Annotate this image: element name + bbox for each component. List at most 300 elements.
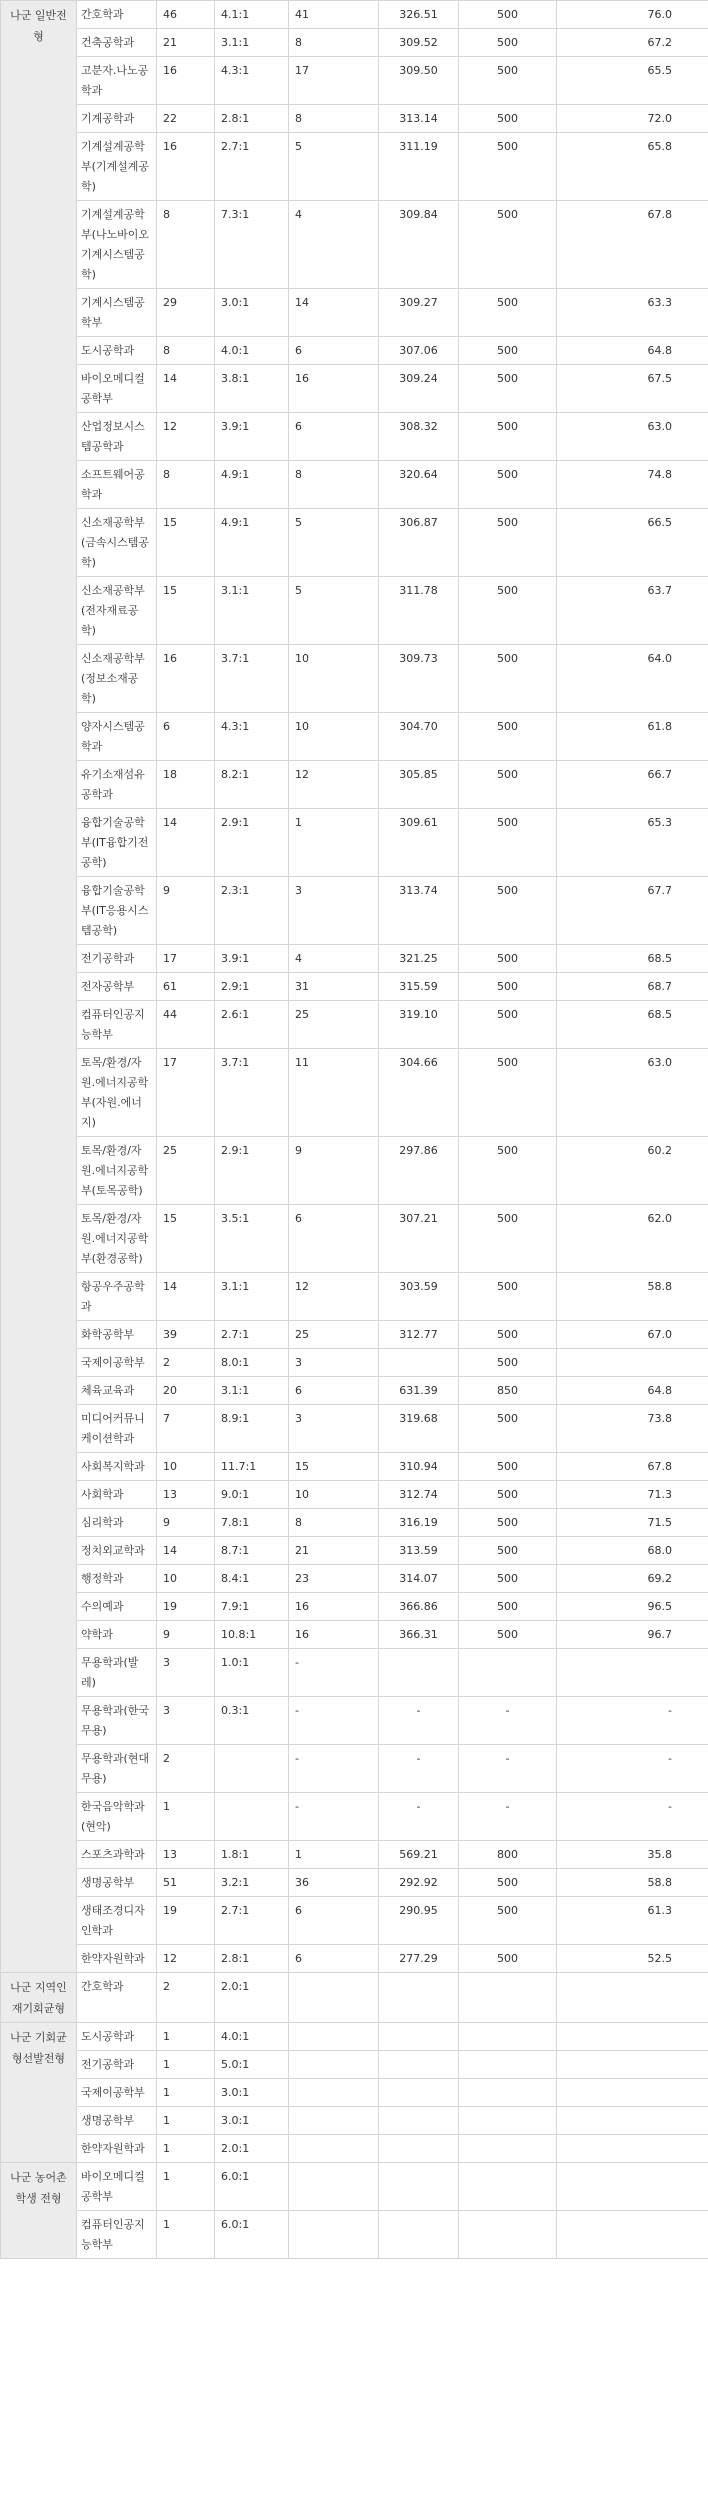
percent-cell: 74.8 — [557, 461, 708, 509]
score-cell: 366.31 — [379, 1621, 459, 1649]
quota-cell: 10 — [157, 1453, 215, 1481]
quota-cell: 1 — [157, 2107, 215, 2135]
department-cell: 유기소재섬유공학과 — [77, 761, 157, 809]
percent-cell: 68.5 — [557, 945, 708, 973]
score-cell: 313.14 — [379, 105, 459, 133]
ratio-cell: 5.0:1 — [215, 2051, 289, 2079]
percent-cell — [557, 1349, 708, 1377]
department-cell: 기계설계공학부(나노바이오기계시스템공학) — [77, 201, 157, 289]
quota-cell: 16 — [157, 57, 215, 105]
extra-cell: 14 — [289, 289, 379, 337]
extra-cell: 9 — [289, 1137, 379, 1205]
ratio-cell: 4.0:1 — [215, 337, 289, 365]
quota-cell: 22 — [157, 105, 215, 133]
score-cell — [379, 2135, 459, 2163]
score-cell: 320.64 — [379, 461, 459, 509]
quota-cell: 14 — [157, 1537, 215, 1565]
extra-cell — [289, 2079, 379, 2107]
score-cell: 307.21 — [379, 1205, 459, 1273]
extra-cell: - — [289, 1745, 379, 1793]
department-cell: 전기공학과 — [77, 2051, 157, 2079]
department-cell: 기계공학과 — [77, 105, 157, 133]
ratio-cell: 3.1:1 — [215, 577, 289, 645]
extra-cell: 10 — [289, 713, 379, 761]
percent-cell: 68.5 — [557, 1001, 708, 1049]
table-row — [1, 809, 708, 877]
ratio-cell: 2.9:1 — [215, 809, 289, 877]
max-score-cell: 500 — [459, 1001, 557, 1049]
extra-cell: 6 — [289, 1897, 379, 1945]
table-row — [1, 2163, 708, 2211]
extra-cell: 4 — [289, 201, 379, 289]
quota-cell: 1 — [157, 2023, 215, 2051]
table-row — [1, 201, 708, 289]
max-score-cell — [459, 2051, 557, 2079]
ratio-cell: 3.0:1 — [215, 2079, 289, 2107]
extra-cell: 41 — [289, 1, 379, 29]
ratio-cell: 2.0:1 — [215, 1973, 289, 2023]
table-row — [1, 1509, 708, 1537]
extra-cell: 16 — [289, 365, 379, 413]
max-score-cell: - — [459, 1793, 557, 1841]
max-score-cell: 500 — [459, 1593, 557, 1621]
quota-cell: 16 — [157, 133, 215, 201]
score-cell: 304.66 — [379, 1049, 459, 1137]
department-cell: 무용학과(현대무용) — [77, 1745, 157, 1793]
extra-cell — [289, 2107, 379, 2135]
quota-cell: 14 — [157, 809, 215, 877]
department-cell: 도시공학과 — [77, 337, 157, 365]
percent-cell: 68.7 — [557, 973, 708, 1001]
table-row — [1, 1453, 708, 1481]
score-cell: 569.21 — [379, 1841, 459, 1869]
department-cell: 융합기술공학부(IT융합기전공학) — [77, 809, 157, 877]
quota-cell: 29 — [157, 289, 215, 337]
ratio-cell: 3.8:1 — [215, 365, 289, 413]
table-row — [1, 2107, 708, 2135]
percent-cell: 65.8 — [557, 133, 708, 201]
table-row — [1, 29, 708, 57]
quota-cell: 1 — [157, 2163, 215, 2211]
percent-cell: 67.5 — [557, 365, 708, 413]
table-row — [1, 1481, 708, 1509]
quota-cell: 14 — [157, 365, 215, 413]
quota-cell: 19 — [157, 1897, 215, 1945]
percent-cell — [557, 2107, 708, 2135]
percent-cell: 66.5 — [557, 509, 708, 577]
table-row — [1, 1869, 708, 1897]
ratio-cell: 3.1:1 — [215, 1273, 289, 1321]
ratio-cell: 3.2:1 — [215, 1869, 289, 1897]
track-name-cell: 나군 농어촌학생 전형 — [1, 2163, 77, 2259]
percent-cell: 62.0 — [557, 1205, 708, 1273]
score-cell: 313.74 — [379, 877, 459, 945]
ratio-cell: 8.2:1 — [215, 761, 289, 809]
ratio-cell: 4.0:1 — [215, 2023, 289, 2051]
extra-cell: 25 — [289, 1001, 379, 1049]
max-score-cell: 500 — [459, 413, 557, 461]
score-cell: 315.59 — [379, 973, 459, 1001]
max-score-cell: 500 — [459, 1205, 557, 1273]
percent-cell: 58.8 — [557, 1869, 708, 1897]
quota-cell: 9 — [157, 1621, 215, 1649]
ratio-cell: 7.8:1 — [215, 1509, 289, 1537]
quota-cell: 20 — [157, 1377, 215, 1405]
score-cell: 319.10 — [379, 1001, 459, 1049]
department-cell: 바이오메디컬공학부 — [77, 365, 157, 413]
department-cell: 양자시스템공학과 — [77, 713, 157, 761]
ratio-cell: 4.9:1 — [215, 509, 289, 577]
percent-cell: 71.3 — [557, 1481, 708, 1509]
quota-cell: 51 — [157, 1869, 215, 1897]
max-score-cell: 500 — [459, 877, 557, 945]
extra-cell: 8 — [289, 29, 379, 57]
ratio-cell: 8.7:1 — [215, 1537, 289, 1565]
quota-cell: 9 — [157, 1509, 215, 1537]
department-cell: 심리학과 — [77, 1509, 157, 1537]
score-cell — [379, 1973, 459, 2023]
ratio-cell: 4.3:1 — [215, 57, 289, 105]
score-cell: 316.19 — [379, 1509, 459, 1537]
table-row — [1, 2051, 708, 2079]
percent-cell: 64.8 — [557, 1377, 708, 1405]
table-row — [1, 1621, 708, 1649]
max-score-cell: 500 — [459, 645, 557, 713]
percent-cell: 35.8 — [557, 1841, 708, 1869]
quota-cell: 1 — [157, 2211, 215, 2259]
department-cell: 한약자원학과 — [77, 1945, 157, 1973]
ratio-cell: 2.3:1 — [215, 877, 289, 945]
extra-cell: 36 — [289, 1869, 379, 1897]
department-cell: 정치외교학과 — [77, 1537, 157, 1565]
extra-cell: 10 — [289, 645, 379, 713]
department-cell: 생명공학부 — [77, 1869, 157, 1897]
quota-cell: 9 — [157, 877, 215, 945]
table-row — [1, 1537, 708, 1565]
score-cell: 307.06 — [379, 337, 459, 365]
max-score-cell: 800 — [459, 1841, 557, 1869]
department-cell: 사회복지학과 — [77, 1453, 157, 1481]
score-cell: 309.24 — [379, 365, 459, 413]
extra-cell: 8 — [289, 461, 379, 509]
max-score-cell: 500 — [459, 809, 557, 877]
ratio-cell: 6.0:1 — [215, 2163, 289, 2211]
percent-cell — [557, 2023, 708, 2051]
max-score-cell: 500 — [459, 1869, 557, 1897]
table-row — [1, 1321, 708, 1349]
ratio-cell: 2.6:1 — [215, 1001, 289, 1049]
table-row — [1, 877, 708, 945]
score-cell: 292.92 — [379, 1869, 459, 1897]
max-score-cell — [459, 2211, 557, 2259]
score-cell: 306.87 — [379, 509, 459, 577]
score-cell: 277.29 — [379, 1945, 459, 1973]
percent-cell: 63.7 — [557, 577, 708, 645]
department-cell: 무용학과(한국무용) — [77, 1697, 157, 1745]
percent-cell: 67.7 — [557, 877, 708, 945]
table-row — [1, 2135, 708, 2163]
department-cell: 신소재공학부(전자재료공학) — [77, 577, 157, 645]
max-score-cell: 500 — [459, 29, 557, 57]
table-row — [1, 1897, 708, 1945]
extra-cell — [289, 2211, 379, 2259]
quota-cell: 15 — [157, 577, 215, 645]
ratio-cell: 3.7:1 — [215, 645, 289, 713]
quota-cell: 3 — [157, 1649, 215, 1697]
percent-cell: 73.8 — [557, 1405, 708, 1453]
ratio-cell: 0.3:1 — [215, 1697, 289, 1745]
max-score-cell — [459, 2135, 557, 2163]
quota-cell: 61 — [157, 973, 215, 1001]
max-score-cell — [459, 2079, 557, 2107]
department-cell: 도시공학과 — [77, 2023, 157, 2051]
score-cell: 313.59 — [379, 1537, 459, 1565]
table-row — [1, 645, 708, 713]
department-cell: 신소재공학부(금속시스템공학) — [77, 509, 157, 577]
table-row — [1, 1649, 708, 1697]
score-cell: 303.59 — [379, 1273, 459, 1321]
ratio-cell: 3.1:1 — [215, 1377, 289, 1405]
ratio-cell: 2.9:1 — [215, 973, 289, 1001]
max-score-cell: 500 — [459, 461, 557, 509]
table-row — [1, 1405, 708, 1453]
table-row — [1, 461, 708, 509]
ratio-cell: 2.7:1 — [215, 133, 289, 201]
table-row — [1, 337, 708, 365]
table-row — [1, 1793, 708, 1841]
quota-cell: 39 — [157, 1321, 215, 1349]
department-cell: 항공우주공학과 — [77, 1273, 157, 1321]
department-cell: 행정학과 — [77, 1565, 157, 1593]
department-cell: 한약자원학과 — [77, 2135, 157, 2163]
extra-cell: 8 — [289, 1509, 379, 1537]
table-row — [1, 57, 708, 105]
department-cell: 국제이공학부 — [77, 1349, 157, 1377]
extra-cell: 6 — [289, 1205, 379, 1273]
max-score-cell: 850 — [459, 1377, 557, 1405]
percent-cell: 63.0 — [557, 1049, 708, 1137]
max-score-cell: 500 — [459, 1621, 557, 1649]
percent-cell: 71.5 — [557, 1509, 708, 1537]
department-cell: 전자공학부 — [77, 973, 157, 1001]
ratio-cell: 3.0:1 — [215, 289, 289, 337]
ratio-cell: 3.5:1 — [215, 1205, 289, 1273]
score-cell: 631.39 — [379, 1377, 459, 1405]
max-score-cell: 500 — [459, 1321, 557, 1349]
department-cell: 간호학과 — [77, 1973, 157, 2023]
track-name-cell: 나군 기회균형선발전형 — [1, 2023, 77, 2163]
percent-cell — [557, 2211, 708, 2259]
score-cell: - — [379, 1745, 459, 1793]
table-row — [1, 1, 708, 29]
extra-cell: - — [289, 1793, 379, 1841]
quota-cell: 7 — [157, 1405, 215, 1453]
ratio-cell: 1.0:1 — [215, 1649, 289, 1697]
department-cell: 컴퓨터인공지능학부 — [77, 2211, 157, 2259]
percent-cell — [557, 2079, 708, 2107]
ratio-cell: 9.0:1 — [215, 1481, 289, 1509]
max-score-cell: 500 — [459, 761, 557, 809]
department-cell: 전기공학과 — [77, 945, 157, 973]
percent-cell: 67.8 — [557, 201, 708, 289]
department-cell: 고분자.나노공학과 — [77, 57, 157, 105]
quota-cell: 1 — [157, 2079, 215, 2107]
percent-cell: - — [557, 1697, 708, 1745]
percent-cell: 76.0 — [557, 1, 708, 29]
percent-cell — [557, 2051, 708, 2079]
department-cell: 기계시스템공학부 — [77, 289, 157, 337]
score-cell: 309.50 — [379, 57, 459, 105]
extra-cell: 17 — [289, 57, 379, 105]
department-cell: 기계설계공학부(기계설계공학) — [77, 133, 157, 201]
ratio-cell: 1.8:1 — [215, 1841, 289, 1869]
quota-cell: 12 — [157, 413, 215, 461]
percent-cell: 61.8 — [557, 713, 708, 761]
extra-cell: 5 — [289, 133, 379, 201]
ratio-cell: 2.0:1 — [215, 2135, 289, 2163]
percent-cell: 69.2 — [557, 1565, 708, 1593]
extra-cell: 6 — [289, 1945, 379, 1973]
score-cell — [379, 1649, 459, 1697]
quota-cell: 18 — [157, 761, 215, 809]
score-cell: 309.84 — [379, 201, 459, 289]
extra-cell: 4 — [289, 945, 379, 973]
extra-cell: 6 — [289, 413, 379, 461]
max-score-cell: 500 — [459, 1273, 557, 1321]
table-row — [1, 1205, 708, 1273]
max-score-cell: 500 — [459, 365, 557, 413]
max-score-cell: 500 — [459, 57, 557, 105]
max-score-cell: 500 — [459, 1897, 557, 1945]
percent-cell: 65.5 — [557, 57, 708, 105]
track-name-cell: 나군 지역인재기회균형 — [1, 1973, 77, 2023]
table-row — [1, 289, 708, 337]
score-cell — [379, 2079, 459, 2107]
ratio-cell: 8.0:1 — [215, 1349, 289, 1377]
table-row — [1, 509, 708, 577]
max-score-cell: 500 — [459, 289, 557, 337]
quota-cell: 10 — [157, 1565, 215, 1593]
table-row — [1, 1745, 708, 1793]
percent-cell: 67.2 — [557, 29, 708, 57]
max-score-cell: - — [459, 1697, 557, 1745]
score-cell: 297.86 — [379, 1137, 459, 1205]
score-cell: 290.95 — [379, 1897, 459, 1945]
max-score-cell — [459, 2107, 557, 2135]
department-cell: 한국음악학과(현악) — [77, 1793, 157, 1841]
score-cell — [379, 2051, 459, 2079]
extra-cell: 10 — [289, 1481, 379, 1509]
table-row — [1, 945, 708, 973]
extra-cell: 12 — [289, 761, 379, 809]
quota-cell: 13 — [157, 1841, 215, 1869]
table-row — [1, 2079, 708, 2107]
percent-cell: 64.0 — [557, 645, 708, 713]
score-cell: 310.94 — [379, 1453, 459, 1481]
percent-cell: 63.0 — [557, 413, 708, 461]
quota-cell: 21 — [157, 29, 215, 57]
max-score-cell: 500 — [459, 133, 557, 201]
percent-cell: 63.3 — [557, 289, 708, 337]
table-row — [1, 1273, 708, 1321]
percent-cell: 52.5 — [557, 1945, 708, 1973]
department-cell: 약학과 — [77, 1621, 157, 1649]
percent-cell: - — [557, 1793, 708, 1841]
quota-cell: 46 — [157, 1, 215, 29]
quota-cell: 2 — [157, 1973, 215, 2023]
quota-cell: 12 — [157, 1945, 215, 1973]
quota-cell: 8 — [157, 201, 215, 289]
ratio-cell: 3.9:1 — [215, 413, 289, 461]
extra-cell — [289, 2023, 379, 2051]
extra-cell: 5 — [289, 577, 379, 645]
table-row — [1, 133, 708, 201]
table-row — [1, 1049, 708, 1137]
score-cell — [379, 2023, 459, 2051]
quota-cell: 3 — [157, 1697, 215, 1745]
percent-cell: - — [557, 1745, 708, 1793]
max-score-cell: - — [459, 1745, 557, 1793]
department-cell: 신소재공학부(정보소재공학) — [77, 645, 157, 713]
max-score-cell: 500 — [459, 1405, 557, 1453]
max-score-cell — [459, 1649, 557, 1697]
ratio-cell: 4.1:1 — [215, 1, 289, 29]
department-cell: 생태조경디자인학과 — [77, 1897, 157, 1945]
department-cell: 건축공학과 — [77, 29, 157, 57]
max-score-cell: 500 — [459, 1, 557, 29]
table-row — [1, 1349, 708, 1377]
quota-cell: 25 — [157, 1137, 215, 1205]
max-score-cell: 500 — [459, 1565, 557, 1593]
table-row — [1, 1001, 708, 1049]
extra-cell: 6 — [289, 1377, 379, 1405]
department-cell: 체육교육과 — [77, 1377, 157, 1405]
score-cell: 311.19 — [379, 133, 459, 201]
department-cell: 토목/환경/자원.에너지공학부(자원.에너지) — [77, 1049, 157, 1137]
quota-cell: 14 — [157, 1273, 215, 1321]
max-score-cell: 500 — [459, 1137, 557, 1205]
extra-cell — [289, 2135, 379, 2163]
extra-cell: 21 — [289, 1537, 379, 1565]
table-row — [1, 761, 708, 809]
quota-cell: 8 — [157, 337, 215, 365]
ratio-cell: 3.7:1 — [215, 1049, 289, 1137]
max-score-cell: 500 — [459, 509, 557, 577]
extra-cell: 1 — [289, 809, 379, 877]
department-cell: 국제이공학부 — [77, 2079, 157, 2107]
extra-cell: 11 — [289, 1049, 379, 1137]
quota-cell: 2 — [157, 1349, 215, 1377]
quota-cell: 17 — [157, 1049, 215, 1137]
percent-cell: 96.7 — [557, 1621, 708, 1649]
department-cell: 생명공학부 — [77, 2107, 157, 2135]
ratio-cell: 2.8:1 — [215, 105, 289, 133]
score-cell: 309.27 — [379, 289, 459, 337]
table-row — [1, 2211, 708, 2259]
percent-cell: 66.7 — [557, 761, 708, 809]
extra-cell: 23 — [289, 1565, 379, 1593]
quota-cell: 44 — [157, 1001, 215, 1049]
department-cell: 스포츠과학과 — [77, 1841, 157, 1869]
quota-cell: 15 — [157, 509, 215, 577]
max-score-cell — [459, 1973, 557, 2023]
score-cell: 312.74 — [379, 1481, 459, 1509]
extra-cell — [289, 2163, 379, 2211]
quota-cell: 1 — [157, 2135, 215, 2163]
percent-cell: 65.3 — [557, 809, 708, 877]
score-cell — [379, 1349, 459, 1377]
ratio-cell: 2.7:1 — [215, 1321, 289, 1349]
